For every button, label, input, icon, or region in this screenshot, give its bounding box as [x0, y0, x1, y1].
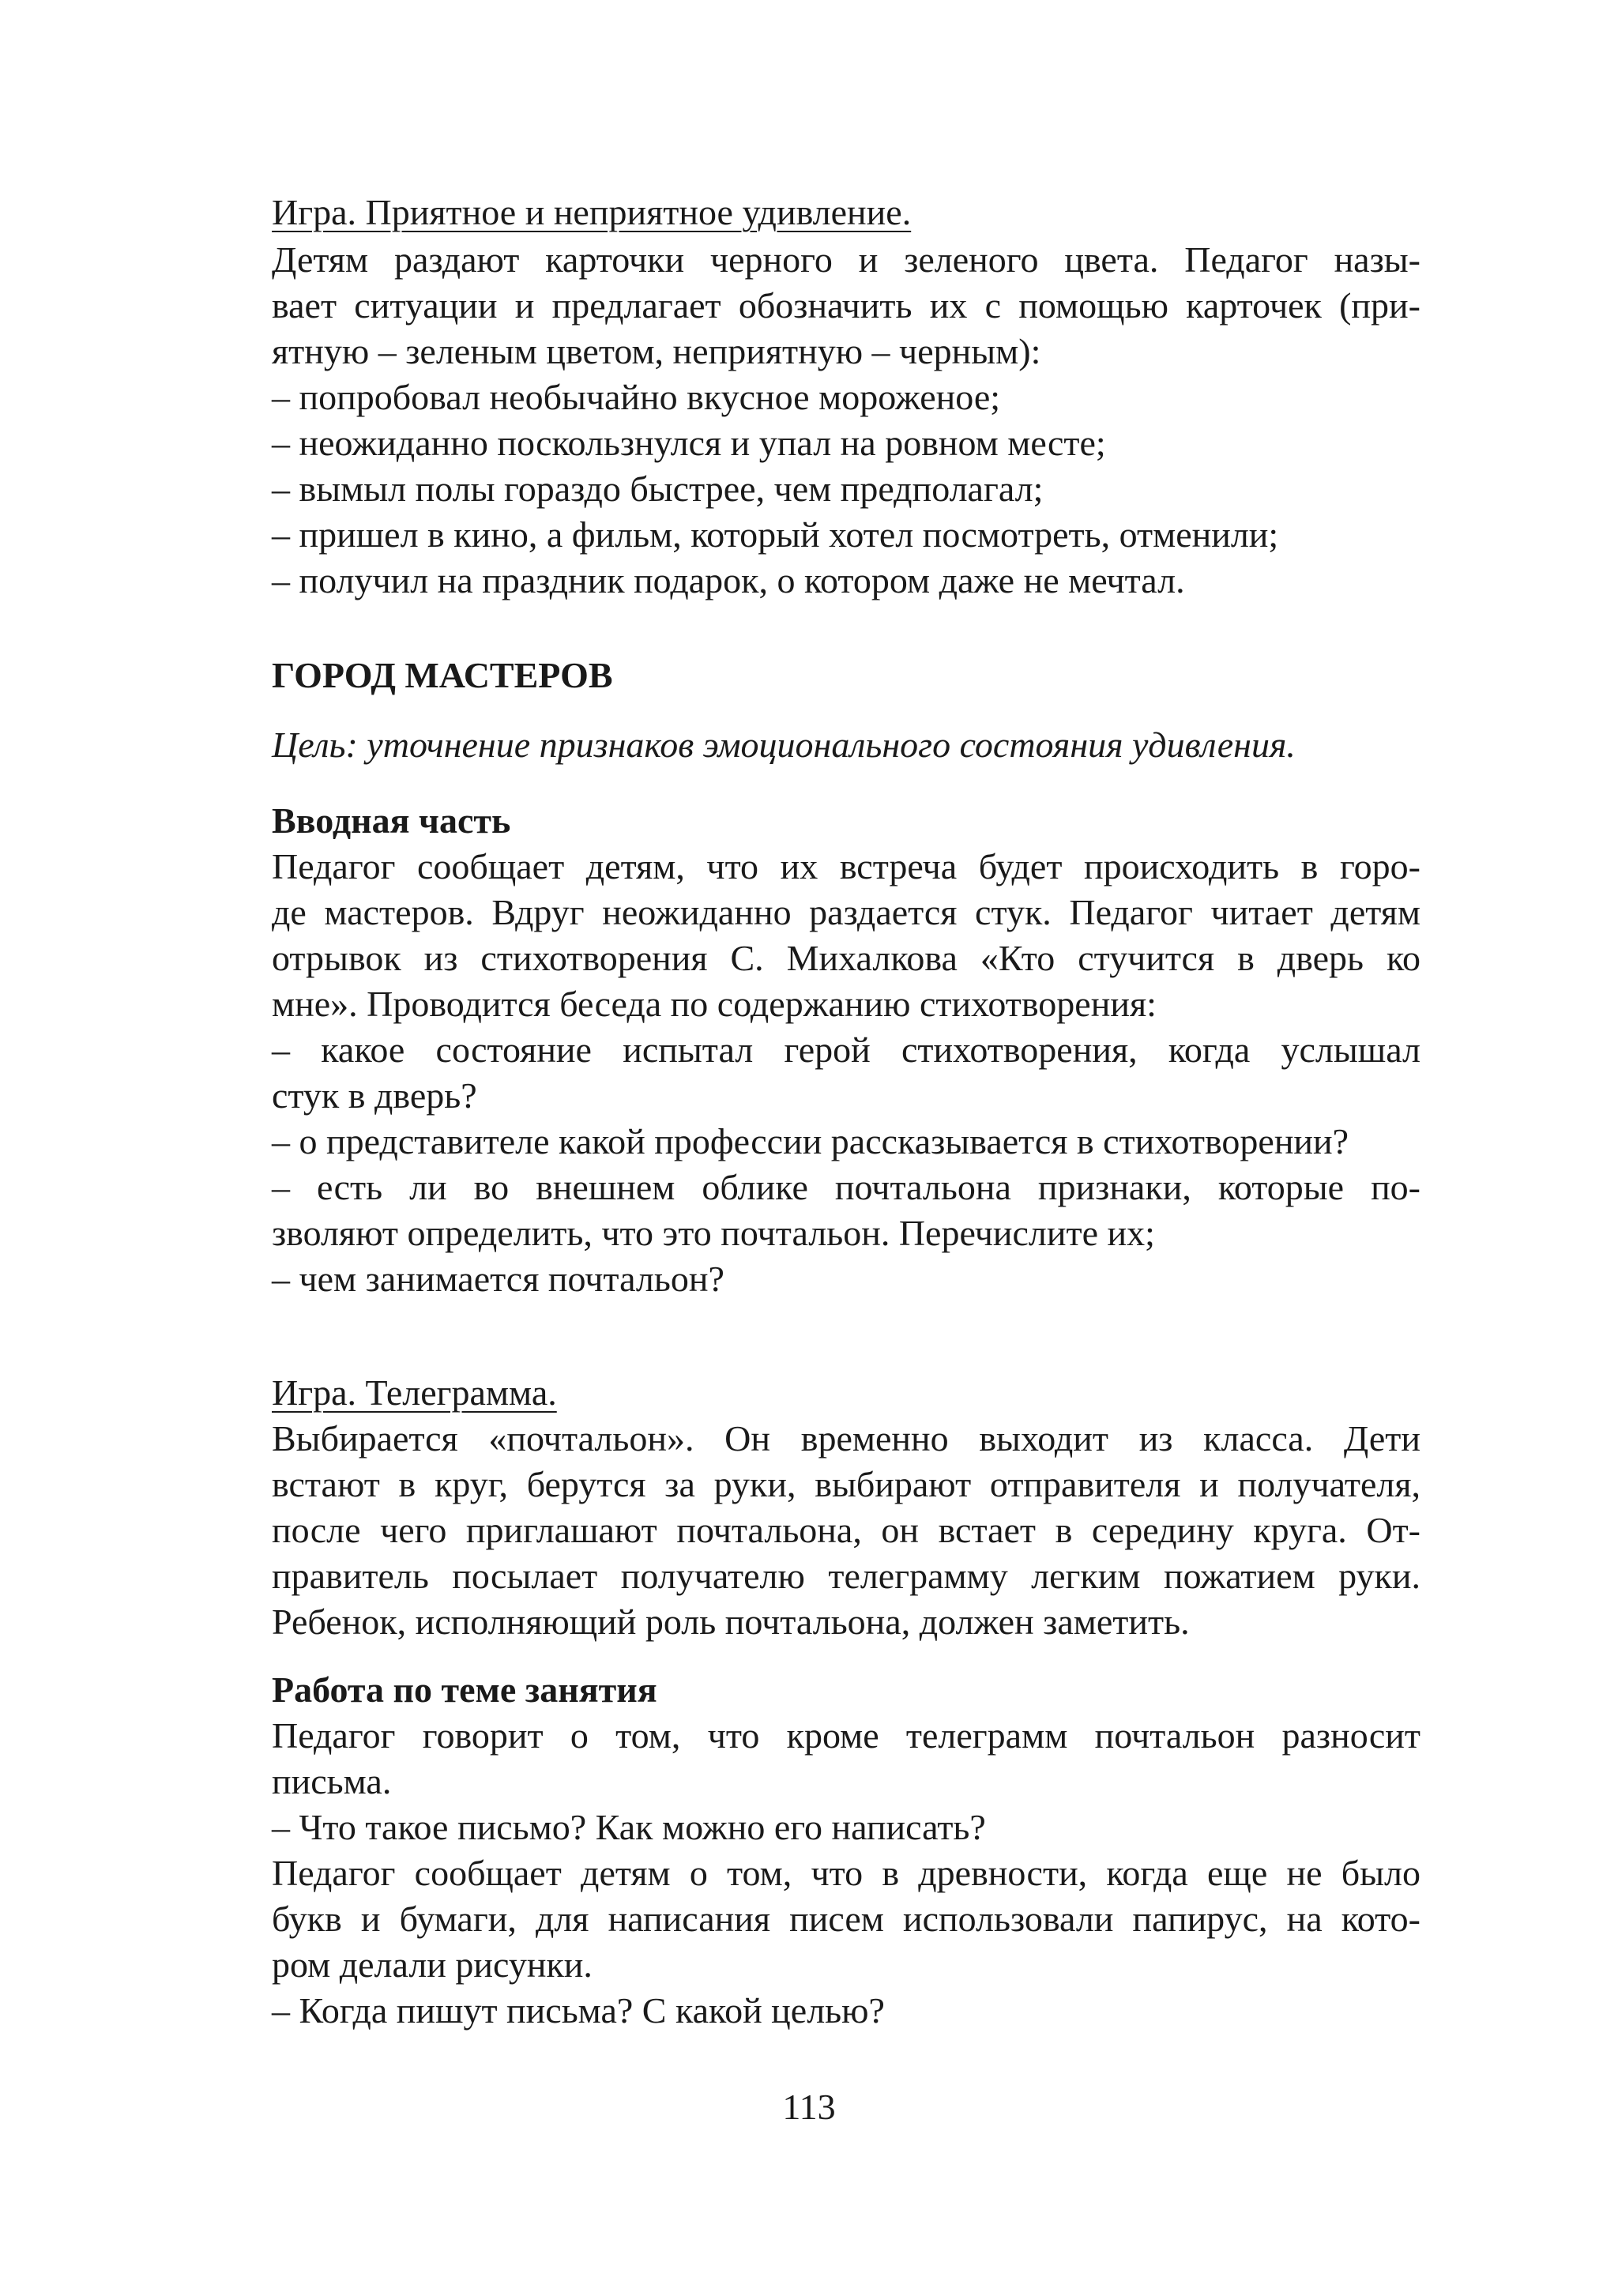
game-intro-line: вает ситуации и предлагает обозначить их с помощью карточек (при- — [272, 285, 1420, 326]
intro-paragraph-line: Педагог сообщает детям, что их встреча будет происходить в горо- — [272, 846, 1420, 886]
reaction-item-line: – неожиданно поскользнулся и упал на ровном месте; — [272, 423, 1106, 463]
question-line: – о представителе какой профессии рассказывается в стихотворении? — [272, 1121, 1349, 1161]
intro-heading-block — [272, 798, 1420, 844]
reaction-item-line: – пришел в кино, а фильм, который хотел посмотреть, отменили; — [272, 514, 1279, 555]
page-number: 113 — [782, 2087, 836, 2127]
work-line: букв и бумаги, для написания писем использовали папирус, на кото- — [272, 1899, 1420, 1939]
telegram-game-line: после чего приглашают почтальона, он встает в середину круга. От- — [272, 1510, 1420, 1550]
telegram-game-title-block — [272, 1370, 1420, 1416]
reaction-item-line: – получил на праздник подарок, о котором даже не мечтал. — [272, 560, 1185, 600]
game-intro — [272, 237, 1420, 375]
question-line: зволяют определить, что это почтальон. Перечислите их; — [272, 1213, 1155, 1253]
work-heading-block — [272, 1667, 1420, 1713]
telegram-game-text — [272, 1416, 1420, 1645]
intro-paragraph-line: мне». Проводится беседа по содержанию стихотворения: — [272, 984, 1157, 1024]
goal-block — [272, 722, 1420, 768]
telegram-game-line: Ребенок, исполняющий роль почтальона, должен заметить. — [272, 1602, 1190, 1642]
question-line: стук в дверь? — [272, 1075, 477, 1116]
section-title: ГОРОД МАСТЕРОВ — [272, 655, 613, 695]
work-line: ром делали рисунки. — [272, 1944, 593, 1985]
section-title-block — [272, 653, 1420, 698]
question-line: – какое состояние испытал герой стихотворения, когда услышал — [272, 1029, 1420, 1070]
question-line: – есть ли во внешнем облике почтальона признаки, которые по- — [272, 1167, 1420, 1207]
telegram-game-line: правитель посылает получателю телеграмму легким пожатием руки. — [272, 1556, 1420, 1596]
intro-paragraph-line: отрывок из стихотворения С. Михалкова «Кто стучится в дверь ко — [272, 938, 1420, 978]
intro-paragraph — [272, 844, 1420, 1027]
reaction-item-line: – вымыл полы гораздо быстрее, чем предполагал; — [272, 469, 1044, 509]
reaction-list — [272, 375, 1420, 604]
game-intro-line: ятную – зеленым цветом, неприятную – черным): — [272, 331, 1041, 371]
work-line: – Когда пишут письма? С какой целью? — [272, 1990, 885, 2031]
section-goal: Цель: уточнение признаков эмоционального состояния удивления. — [272, 725, 1296, 765]
question-list — [272, 1027, 1420, 1302]
game-title: Игра. Приятное и неприятное удивление. — [272, 192, 912, 232]
question-line: – чем занимается почтальон? — [272, 1259, 724, 1299]
intro-paragraph-line: де мастеров. Вдруг неожиданно раздается стук. Педагог читает детям — [272, 892, 1420, 932]
telegram-game-title: Игра. Телеграмма. — [272, 1372, 557, 1413]
game-pleasant-unpleasant — [272, 190, 1420, 235]
work-line: – Что такое письмо? Как можно его написать? — [272, 1807, 986, 1847]
work-line: Педагог говорит о том, что кроме телеграмм почтальон разносит — [272, 1715, 1420, 1756]
intro-heading: Вводная часть — [272, 800, 511, 841]
work-line: Педагог сообщает детям о том, что в древности, когда еще не было — [272, 1853, 1420, 1893]
game-intro-line: Детям раздают карточки черного и зеленого цвета. Педагог назы- — [272, 239, 1420, 280]
work-line: письма. — [272, 1761, 392, 1801]
telegram-game-line: встают в круг, берутся за руки, выбирают отправителя и получателя, — [272, 1464, 1420, 1504]
reaction-item-line: – попробовал необычайно вкусное мороженое; — [272, 377, 1001, 417]
work-text — [272, 1713, 1420, 2034]
work-heading: Работа по теме занятия — [272, 1669, 657, 1710]
telegram-game-line: Выбирается «почтальон». Он временно выходит из класса. Дети — [272, 1418, 1420, 1459]
